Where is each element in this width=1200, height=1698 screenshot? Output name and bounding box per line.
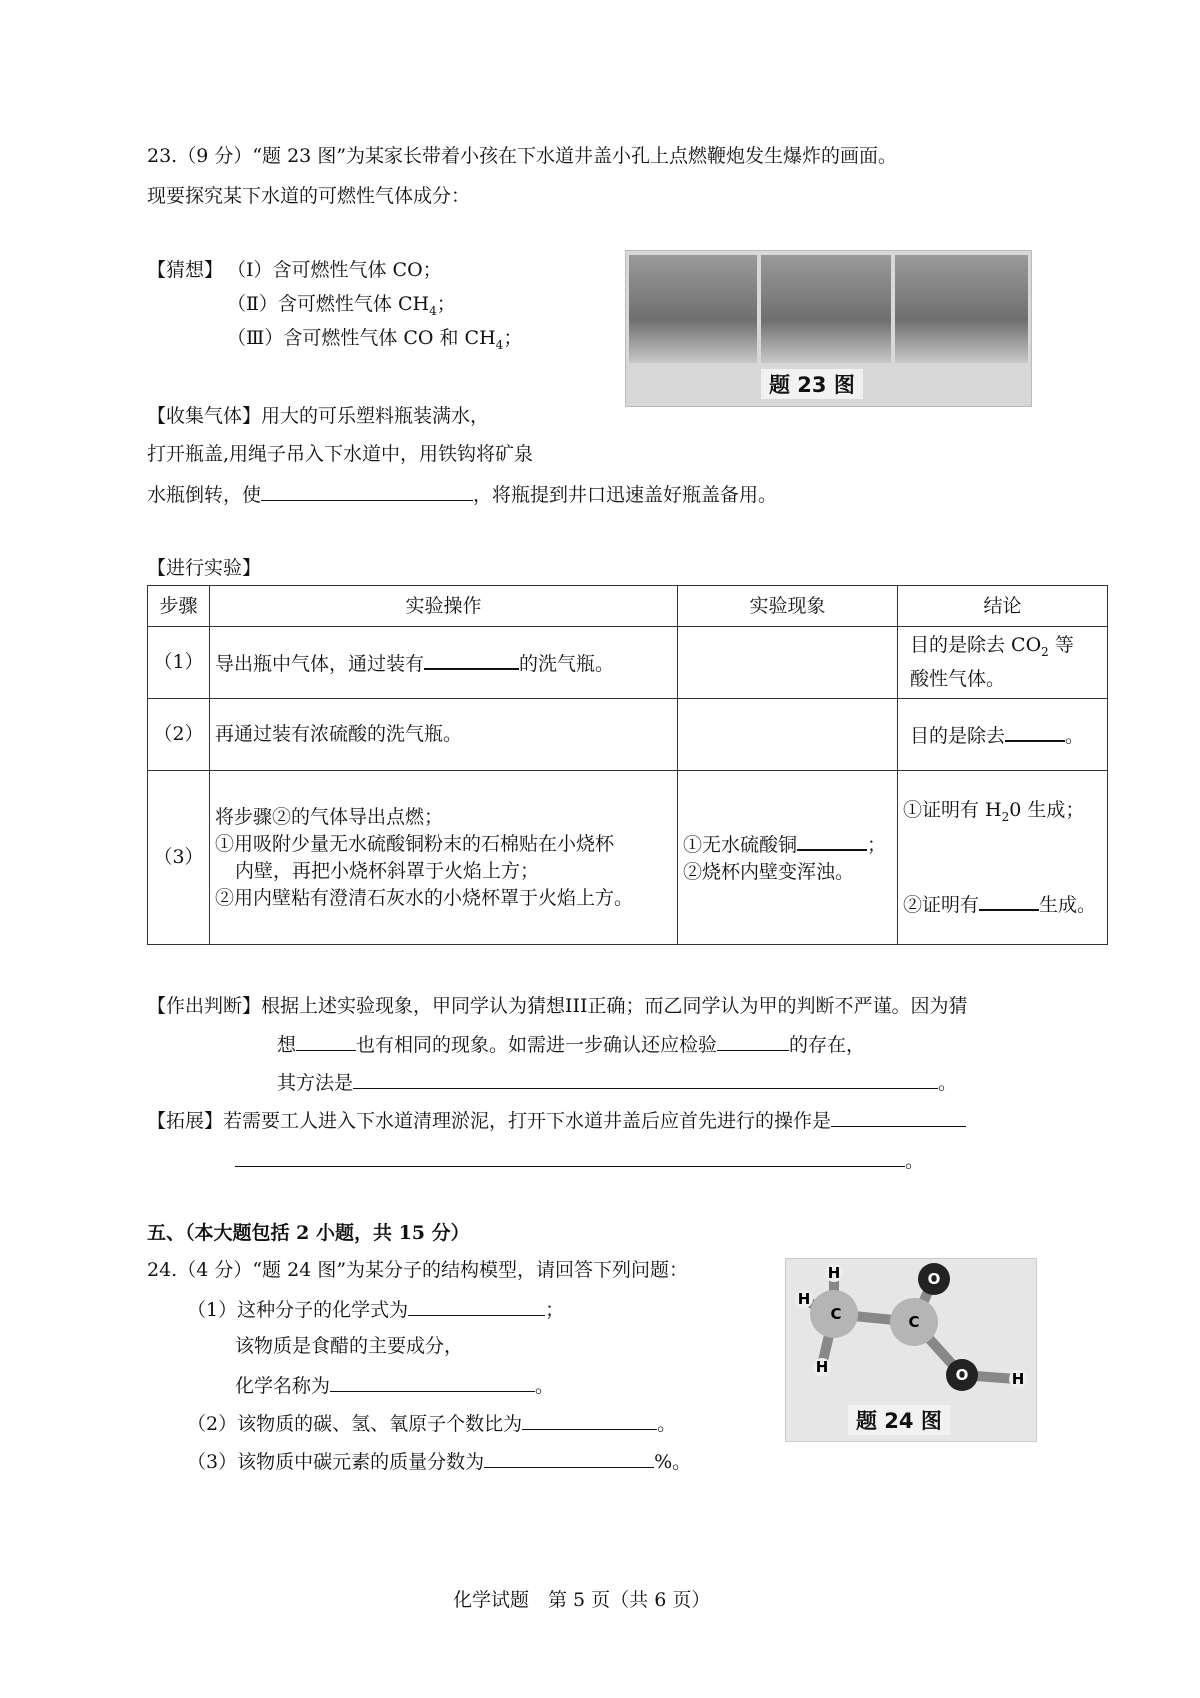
row3-concl-line2 xyxy=(903,889,1102,919)
atom-hydrogen-4-label: H xyxy=(1011,1370,1025,1388)
figure-23-caption: 题 23 图 xyxy=(761,369,863,399)
row3-phen-blank[interactable] xyxy=(797,829,867,851)
row3-phen-text: ①无水硫酸铜 xyxy=(683,834,798,856)
q24-name-end: 。 xyxy=(535,1375,555,1397)
q24-intro: 24.（4 分）“题 24 图”为某分子的结构模型，请回答下列问题： xyxy=(147,1259,689,1281)
row3-concl-text: ①证明有 H xyxy=(903,799,1002,821)
q23-judge-a: 想 xyxy=(277,1034,297,1056)
table-header-step: 步骤 xyxy=(148,586,210,627)
atom-oxygen-2-label: O xyxy=(955,1366,969,1384)
q24-part2 xyxy=(187,1409,676,1437)
row2-conclusion-text: 目的是除去 xyxy=(910,724,1006,747)
q24-ratio-blank[interactable] xyxy=(522,1409,657,1430)
q23-judge-c: 的存在， xyxy=(789,1034,866,1056)
q23-collect-blank[interactable] xyxy=(261,480,473,501)
q23-guess-3-text: （Ⅲ）含可燃性气体 CO 和 CH xyxy=(227,327,496,349)
q23-extend-blank-1[interactable] xyxy=(831,1106,966,1127)
q24-part3-text: （3）该物质中碳元素的质量分数为 xyxy=(187,1451,485,1473)
q23-collect-line3 xyxy=(147,480,777,508)
row1-conclusion-line1 xyxy=(910,632,1102,666)
row1-operation-end: 的洗气瓶。 xyxy=(519,652,615,675)
q23-intro-line1: 23.（9 分）“题 23 图”为某家长带着小孩在下水道井盖小孔上点燃鞭炮发生爆炸的画面。 xyxy=(147,145,898,167)
q23-experiment-label: 【进行实验】 xyxy=(147,557,262,579)
row1-phenomenon xyxy=(678,627,898,699)
row1-conclusion-end: 等 xyxy=(1048,634,1074,657)
q24-part1-text: （1）这种分子的化学式为 xyxy=(187,1299,409,1321)
q24-part1-line3 xyxy=(235,1371,554,1399)
q24-part2-text: （2）该物质的碳、氢、氧原子个数比为 xyxy=(187,1413,523,1435)
row2-conclusion xyxy=(898,699,1108,771)
q23-judge-method: 其方法是 xyxy=(277,1072,354,1094)
q24-part3 xyxy=(187,1447,691,1475)
row3-concl2-blank[interactable] xyxy=(979,889,1039,911)
q23-guess-2-sub: 4 xyxy=(429,303,437,318)
q23-judge-line2 xyxy=(277,1030,865,1058)
q24-name-blank[interactable] xyxy=(330,1371,535,1392)
figure-23 xyxy=(625,250,1032,407)
atom-hydrogen-1-label: H xyxy=(827,1264,841,1282)
q23-guess-3-end: ； xyxy=(503,327,523,349)
row3-op-line1: 将步骤②的气体导出点燃； xyxy=(215,805,444,828)
row3-op-line4: ②用内壁粘有澄清石灰水的小烧杯罩于火焰上方。 xyxy=(215,886,634,909)
row3-phen-line2: ②烧杯内壁变浑浊。 xyxy=(683,861,855,883)
figure-23-panel-2 xyxy=(761,255,891,363)
row1-conclusion xyxy=(898,627,1108,699)
row3-step: （3） xyxy=(148,771,210,945)
figure-23-panel-1 xyxy=(629,255,757,363)
row2-step: （2） xyxy=(148,699,210,771)
q24-name-text: 化学名称为 xyxy=(235,1375,331,1397)
q24-percent-blank[interactable] xyxy=(484,1447,654,1468)
q23-judge-blank-3[interactable] xyxy=(353,1068,938,1089)
row3-concl2-end: 生成。 xyxy=(1039,893,1097,916)
q23-collect-line2: 打开瓶盖,用绳子吊入下水道中，用铁钩将矿泉 xyxy=(147,443,534,465)
row3-phen-line1 xyxy=(683,829,892,859)
row1-operation-blank[interactable] xyxy=(424,648,519,670)
section-5-title: 五、（本大题包括 2 小题，共 15 分） xyxy=(147,1222,470,1244)
q24-part2-end: 。 xyxy=(657,1413,677,1435)
q24-part3-end: %。 xyxy=(654,1451,692,1473)
q23-guess-3 xyxy=(227,325,522,358)
row1-operation-text: 导出瓶中气体，通过装有 xyxy=(215,652,425,675)
row2-phenomenon xyxy=(678,699,898,771)
q23-extend-line2 xyxy=(235,1146,924,1174)
table-header-phenomenon: 实验现象 xyxy=(678,586,898,627)
row3-op-line2: ①用吸附少量无水硫酸铜粉末的石棉贴在小烧杯 xyxy=(215,832,615,855)
q23-guess-2-end: ； xyxy=(436,293,456,315)
q23-collect-line3-end: ，将瓶提到井口迅速盖好瓶盖备用。 xyxy=(473,484,778,506)
atom-carbon-1-label: C xyxy=(830,1305,842,1323)
q23-extend-blank-2[interactable] xyxy=(235,1146,905,1167)
row3-phenomenon xyxy=(678,771,898,945)
q24-part1 xyxy=(187,1295,564,1323)
table-row xyxy=(148,627,1108,699)
q23-extend-text: 【拓展】若需要工人进入下水道清理淤泥，打开下水道井盖后应首先进行的操作是 xyxy=(147,1110,832,1132)
row1-operation xyxy=(210,627,678,699)
row3-concl-end: 0 生成； xyxy=(1009,799,1085,821)
row3-concl-sub: 2 xyxy=(1001,809,1010,824)
row3-concl2-text: ②证明有 xyxy=(903,893,980,916)
row3-op-line3: 内壁，再把小烧杯斜罩于火焰上方； xyxy=(235,859,540,882)
q23-judge-end: 。 xyxy=(938,1072,958,1094)
row2-operation: 再通过装有浓硫酸的洗气瓶。 xyxy=(210,699,678,771)
row3-concl-line1 xyxy=(903,797,1102,831)
q23-judge-blank-2[interactable] xyxy=(717,1030,789,1051)
table-row xyxy=(148,771,1108,945)
figure-23-panel-3 xyxy=(895,255,1028,363)
row2-conclusion-blank[interactable] xyxy=(1005,720,1065,742)
q23-extend-end: 。 xyxy=(905,1150,925,1172)
q24-part1-end: ； xyxy=(545,1299,565,1321)
row1-step: （1） xyxy=(148,627,210,699)
atom-oxygen-1-label: O xyxy=(927,1270,941,1288)
figure-24 xyxy=(785,1258,1037,1442)
q23-intro-line2: 现要探究某下水道的可燃性气体成分： xyxy=(147,185,471,207)
page-footer: 化学试题 第 5 页（共 6 页） xyxy=(453,1589,711,1611)
table-header-conclusion: 结论 xyxy=(898,586,1108,627)
q23-judge-line3 xyxy=(277,1068,957,1096)
row3-operation xyxy=(210,771,678,945)
q24-formula-blank[interactable] xyxy=(408,1295,545,1316)
atom-carbon-2-label: C xyxy=(908,1313,920,1331)
experiment-table xyxy=(147,585,1108,945)
table-header-row xyxy=(148,586,1108,627)
row3-conclusion xyxy=(898,771,1108,945)
q23-collect-line3-text: 水瓶倒转，使 xyxy=(147,484,262,506)
q23-guess-2-text: （Ⅱ）含可燃性气体 CH xyxy=(227,293,430,315)
table-header-operation: 实验操作 xyxy=(210,586,678,627)
q23-guess-3-sub: 4 xyxy=(495,337,504,352)
row1-conclusion-line2: 酸性气体。 xyxy=(910,667,1006,690)
q24-part1-line2: 该物质是食醋的主要成分， xyxy=(235,1335,464,1357)
q23-judge-line1: 【作出判断】根据上述实验现象，甲同学认为猜想III正确；而乙同学认为甲的判断不严谨。因为猜 xyxy=(147,995,968,1017)
table-row xyxy=(148,699,1108,771)
q23-guess-label: 【猜想】 xyxy=(147,259,224,281)
q23-guess-1: （Ⅰ）含可燃性气体 CO； xyxy=(227,259,442,281)
row1-conclusion-text: 目的是除去 CO xyxy=(910,634,1042,657)
q23-judge-b: 也有相同的现象。如需进一步确认还应检验 xyxy=(356,1034,718,1056)
q23-guess-2 xyxy=(227,291,456,324)
q23-extend-line1 xyxy=(147,1106,966,1134)
q23-collect-line1: 【收集气体】用大的可乐塑料瓶装满水， xyxy=(147,405,490,427)
atom-hydrogen-2-label: H xyxy=(797,1290,811,1308)
row1-conclusion-sub: 2 xyxy=(1041,644,1049,659)
row3-phen-end: ； xyxy=(867,834,887,856)
row2-conclusion-end: 。 xyxy=(1065,724,1085,747)
q23-judge-blank-1[interactable] xyxy=(296,1030,356,1051)
atom-hydrogen-3-label: H xyxy=(815,1358,829,1376)
figure-24-caption: 题 24 图 xyxy=(848,1405,950,1435)
